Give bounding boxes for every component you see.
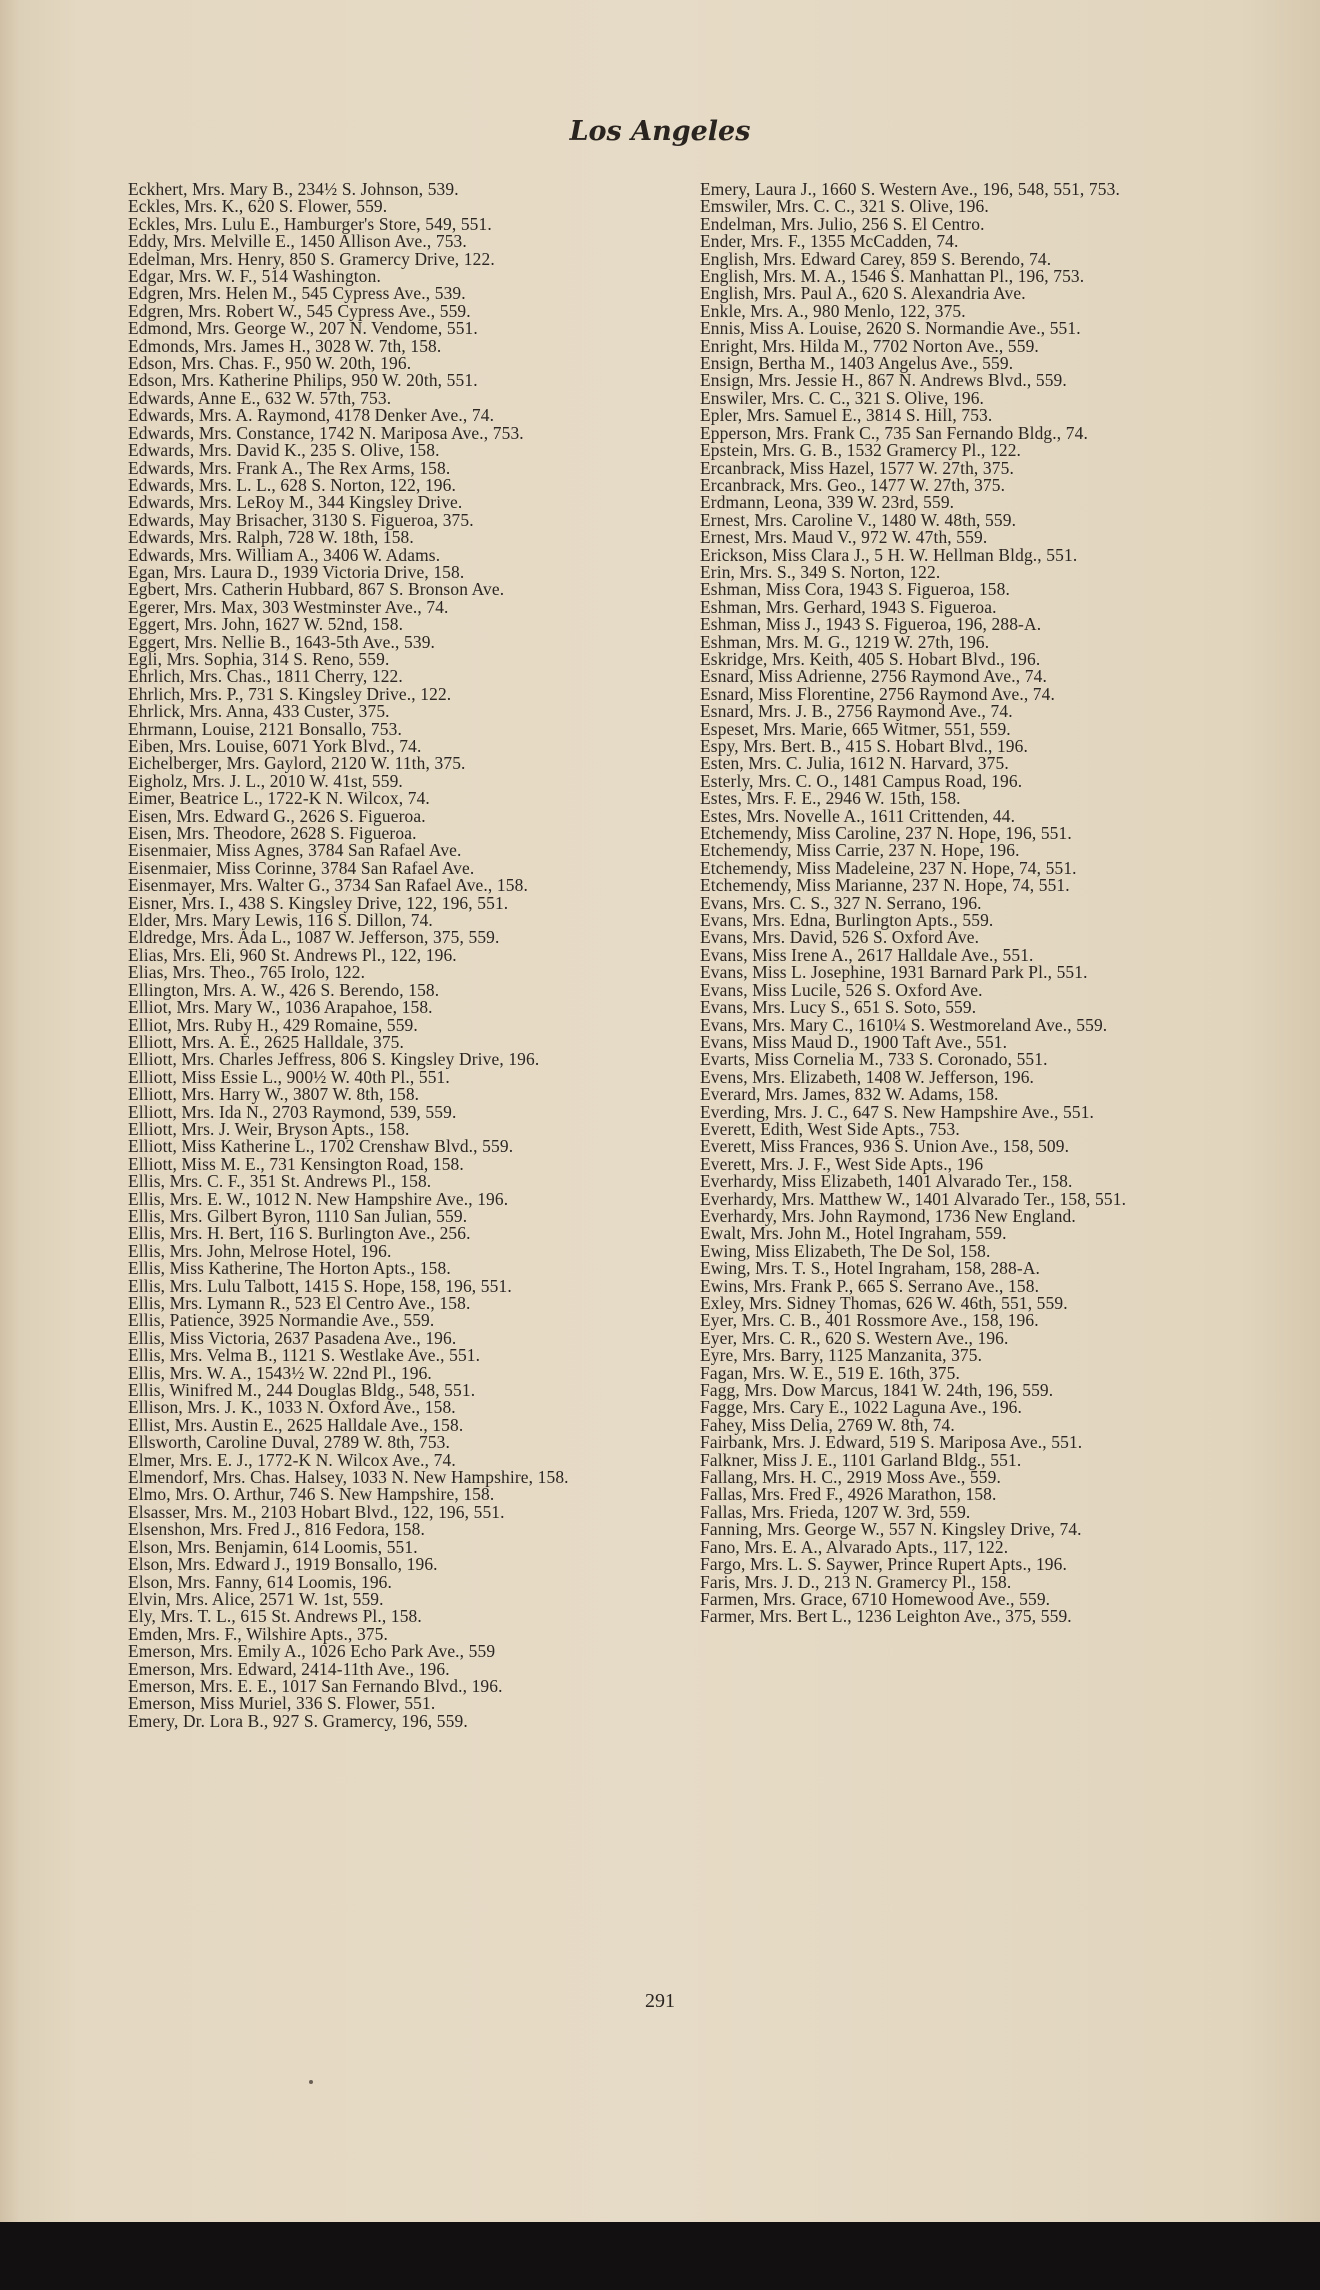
directory-entry: Erickson, Miss Clara J., 5 H. W. Hellman Bldg., 551. [700, 544, 1078, 565]
directory-entry: Edwards, Mrs. David K., 235 S. Olive, 158. [128, 440, 440, 461]
directory-entry: Evans, Mrs. Mary C., 1610¼ S. Westmoreland Ave., 559. [700, 1014, 1108, 1035]
directory-entry: Espy, Mrs. Bert. B., 415 S. Hobart Blvd., 196. [700, 736, 1028, 756]
directory-entry: Ellis, Mrs. Velma B., 1121 S. Westlake Ave., 551. [128, 1345, 481, 1366]
directory-entry: Elliott, Mrs. J. Weir, Bryson Apts., 158. [128, 1118, 410, 1139]
directory-entry: Eiben, Mrs. Louise, 6071 York Blvd., 74. [128, 736, 422, 756]
directory-entry: Eisenmaier, Miss Corinne, 3784 San Rafael Ave. [128, 857, 475, 878]
directory-entry: Elder, Mrs. Mary Lewis, 116 S. Dillon, 74. [128, 910, 433, 931]
directory-entry: Evarts, Miss Cornelia M., 733 S. Coronado, 551. [700, 1049, 1048, 1070]
directory-entry: English, Mrs. M. A., 1546 S. Manhattan Pl., 196, 753. [700, 266, 1085, 287]
directory-entry: Elliott, Miss Katherine L., 1702 Crenshaw Blvd., 559. [128, 1136, 514, 1157]
directory-entry: Esnard, Miss Adrienne, 2756 Raymond Ave., 74. [700, 666, 1047, 687]
directory-entry: Ehrlich, Mrs. P., 731 S. Kingsley Drive., 122. [128, 683, 452, 704]
directory-entry: Ensign, Mrs. Jessie H., 867 N. Andrews Blvd., 559. [700, 370, 1067, 391]
directory-entry: Elsenshon, Mrs. Fred J., 816 Fedora, 158. [128, 1519, 425, 1540]
directory-entry: Farmer, Mrs. Bert L., 1236 Leighton Ave., 375, 559. [700, 1606, 1072, 1627]
directory-entry: Elliott, Miss Essie L., 900½ W. 40th Pl., 551. [128, 1066, 450, 1087]
directory-entry: English, Mrs. Edward Carey, 859 S. Berendo, 74. [700, 248, 1052, 269]
directory-entry: Erdmann, Leona, 339 W. 23rd, 559. [700, 492, 955, 513]
directory-entry: Evans, Miss Lucile, 526 S. Oxford Ave. [700, 979, 983, 1000]
directory-entry: Ely, Mrs. T. L., 615 St. Andrews Pl., 158. [128, 1606, 422, 1627]
directory-entry: Emerson, Mrs. Emily A., 1026 Echo Park Ave., 559 [128, 1641, 496, 1662]
directory-entry: Ender, Mrs. F., 1355 McCadden, 74. [700, 231, 959, 252]
directory-entry: Elson, Mrs. Edward J., 1919 Bonsallo, 196. [128, 1554, 438, 1575]
directory-entry: Fallas, Mrs. Fred F., 4926 Marathon, 158. [700, 1484, 997, 1505]
directory-entry: Edmond, Mrs. George W., 207 N. Vendome, 551. [128, 318, 478, 339]
directory-entry: Everard, Mrs. James, 832 W. Adams, 158. [700, 1084, 999, 1105]
directory-entry: Eisen, Mrs. Theodore, 2628 S. Figueroa. [128, 823, 417, 844]
directory-entry: Eisen, Mrs. Edward G., 2626 S. Figueroa. [128, 805, 426, 826]
directory-entry: Egbert, Mrs. Catherin Hubbard, 867 S. Bronson Ave. [128, 579, 505, 600]
directory-entry: Etchemendy, Miss Carrie, 237 N. Hope, 196. [700, 840, 1020, 861]
directory-entry: Eddy, Mrs. Melville E., 1450 Allison Ave., 753. [128, 231, 467, 252]
directory-entry: Eckhert, Mrs. Mary B., 234½ S. Johnson, 539. [128, 179, 459, 199]
directory-entry: Elias, Mrs. Eli, 960 St. Andrews Pl., 122, 196. [128, 944, 457, 965]
directory-entry: Endelman, Mrs. Julio, 256 S. El Centro. [700, 213, 985, 234]
directory-entry: Ellis, Patience, 3925 Normandie Ave., 559. [128, 1310, 435, 1331]
directory-entry: Elliot, Mrs. Mary W., 1036 Arapahoe, 158. [128, 997, 433, 1018]
directory-entry: Evans, Miss Maud D., 1900 Taft Ave., 551. [700, 1031, 1008, 1052]
directory-entry: Everhardy, Miss Elizabeth, 1401 Alvarado Ter., 158. [700, 1171, 1073, 1192]
directory-entry: Emerson, Miss Muriel, 336 S. Flower, 551. [128, 1693, 436, 1714]
directory-entry: Emden, Mrs. F., Wilshire Apts., 375. [128, 1623, 388, 1644]
directory-entry: Ellis, Mrs. John, Melrose Hotel, 196. [128, 1240, 392, 1261]
page-number: 291 [645, 1990, 675, 2012]
directory-entry: Eichelberger, Mrs. Gaylord, 2120 W. 11th, 375. [128, 753, 466, 774]
directory-entry: Fargo, Mrs. L. S. Saywer, Prince Rupert Apts., 196. [700, 1554, 1067, 1575]
directory-entry: Elson, Mrs. Fanny, 614 Loomis, 196. [128, 1571, 393, 1592]
directory-entry: Edwards, Mrs. L. L., 628 S. Norton, 122, 196. [128, 474, 456, 495]
directory-entry: Egerer, Mrs. Max, 303 Westminster Ave., 74. [128, 596, 449, 617]
directory-entry: Evans, Miss L. Josephine, 1931 Barnard Park Pl., 551. [700, 962, 1088, 983]
directory-entry: Fahey, Miss Delia, 2769 W. 8th, 74. [700, 1414, 955, 1435]
directory-entry: Edelman, Mrs. Henry, 850 S. Gramercy Drive, 122. [128, 248, 495, 269]
directory-entry: Eisenmayer, Mrs. Walter G., 3734 San Rafael Ave., 158. [128, 875, 528, 896]
directory-entry: Farmen, Mrs. Grace, 6710 Homewood Ave., 559. [700, 1588, 1051, 1609]
scan-bottom-edge [0, 2222, 1320, 2290]
directory-entry: Evans, Mrs. C. S., 327 N. Serrano, 196. [700, 892, 982, 913]
directory-entry: Edwards, Mrs. LeRoy M., 344 Kingsley Drive. [128, 492, 463, 513]
directory-entry: Esterly, Mrs. C. O., 1481 Campus Road, 196. [700, 770, 1023, 791]
page-header: Los Angeles [569, 116, 751, 147]
directory-entry: Erin, Mrs. S., 349 S. Norton, 122. [700, 561, 941, 582]
directory-entry: Edwards, Mrs. Ralph, 728 W. 18th, 158. [128, 527, 414, 548]
directory-entry: Edwards, Mrs. Constance, 1742 N. Mariposa Ave., 753. [128, 422, 524, 443]
directory-entry: Everett, Miss Frances, 936 S. Union Ave., 158, 509. [700, 1136, 1070, 1157]
paper-speck [309, 2080, 313, 2084]
directory-entry: Ensign, Bertha M., 1403 Angelus Ave., 559. [700, 353, 1014, 374]
directory-entry: Edson, Mrs. Chas. F., 950 W. 20th, 196. [128, 353, 412, 374]
directory-entry: Ellsworth, Caroline Duval, 2789 W. 8th, 753. [128, 1432, 451, 1453]
directory-entry: Ellist, Mrs. Austin E., 2625 Halldale Ave., 158. [128, 1414, 464, 1435]
directory-entry: Elmer, Mrs. E. J., 1772-K N. Wilcox Ave., 74. [128, 1449, 456, 1470]
directory-entry: Fano, Mrs. E. A., Alvarado Apts., 117, 122. [700, 1536, 1009, 1557]
directory-entry: Eckles, Mrs. Lulu E., Hamburger's Store, 549, 551. [128, 213, 492, 234]
directory-entry: Ewins, Mrs. Frank P., 665 S. Serrano Ave., 158. [700, 1275, 1040, 1296]
directory-entry: Everett, Edith, West Side Apts., 753. [700, 1118, 960, 1139]
directory-entry: Elias, Mrs. Theo., 765 Irolo, 122. [128, 962, 366, 983]
left-column [128, 181, 703, 1730]
directory-entry: Eisner, Mrs. I., 438 S. Kingsley Drive, 122, 196, 551. [128, 892, 509, 913]
directory-entry: Edgren, Mrs. Helen M., 545 Cypress Ave., 539. [128, 283, 466, 304]
directory-entry: Ellison, Mrs. J. K., 1033 N. Oxford Ave., 158. [128, 1397, 456, 1418]
directory-entry: Emerson, Mrs. E. E., 1017 San Fernando Blvd., 196. [128, 1675, 503, 1696]
directory-entry: Elvin, Mrs. Alice, 2571 W. 1st, 559. [128, 1588, 384, 1609]
directory-entry: Ellis, Mrs. H. Bert, 116 S. Burlington Ave., 256. [128, 1223, 471, 1244]
directory-entry: Edwards, Mrs. A. Raymond, 4178 Denker Ave., 74. [128, 405, 495, 426]
directory-entry: Fagan, Mrs. W. E., 519 E. 16th, 375. [700, 1362, 960, 1383]
directory-entry: Eyer, Mrs. C. B., 401 Rossmore Ave., 158, 196. [700, 1310, 1039, 1331]
directory-entry: Etchemendy, Miss Caroline, 237 N. Hope, 196, 551. [700, 823, 1072, 844]
directory-entry: Elmendorf, Mrs. Chas. Halsey, 1033 N. New Hampshire, 158. [128, 1467, 569, 1488]
directory-entry: Fairbank, Mrs. J. Edward, 519 S. Mariposa Ave., 551. [700, 1432, 1083, 1453]
directory-entry: Edwards, Mrs. William A., 3406 W. Adams. [128, 544, 441, 565]
directory-entry: Etchemendy, Miss Madeleine, 237 N. Hope, 74, 551. [700, 857, 1077, 878]
directory-entry: Etchemendy, Miss Marianne, 237 N. Hope, 74, 551. [700, 875, 1070, 896]
directory-entry: Falkner, Miss J. E., 1101 Garland Bldg., 551. [700, 1449, 1022, 1470]
directory-entry: Estes, Mrs. F. E., 2946 W. 15th, 158. [700, 788, 961, 809]
directory-entry: Esten, Mrs. C. Julia, 1612 N. Harvard, 375. [700, 753, 1009, 774]
directory-entry: Espeset, Mrs. Marie, 665 Witmer, 551, 559. [700, 718, 1011, 739]
directory-entry: Emery, Laura J., 1660 S. Western Ave., 196, 548, 551, 753. [700, 179, 1120, 199]
directory-entry: Emerson, Mrs. Edward, 2414-11th Ave., 196. [128, 1658, 450, 1679]
directory-entry: Edson, Mrs. Katherine Philips, 950 W. 20th, 551. [128, 370, 478, 391]
right-column [700, 181, 1275, 1626]
directory-entry: Egan, Mrs. Laura D., 1939 Victoria Drive, 158. [128, 561, 465, 582]
directory-entry: Elmo, Mrs. O. Arthur, 746 S. New Hampshire, 158. [128, 1484, 495, 1505]
directory-entry: Evans, Mrs. Edna, Burlington Apts., 559. [700, 910, 994, 931]
directory-entry: Eshman, Mrs. M. G., 1219 W. 27th, 196. [700, 631, 990, 652]
directory-entry: Fallang, Mrs. H. C., 2919 Moss Ave., 559. [700, 1467, 1001, 1488]
directory-entry: Exley, Mrs. Sidney Thomas, 626 W. 46th, 551, 559. [700, 1293, 1068, 1313]
directory-entry: Ellis, Miss Victoria, 2637 Pasadena Ave., 196. [128, 1327, 457, 1348]
directory-entry: Ercanbrack, Mrs. Geo., 1477 W. 27th, 375. [700, 474, 1006, 495]
directory-entry: Edmonds, Mrs. James H., 3028 W. 7th, 158. [128, 335, 442, 356]
directory-entry: Everhardy, Mrs. Matthew W., 1401 Alvarado Ter., 158, 551. [700, 1188, 1127, 1209]
directory-entry: Estes, Mrs. Novelle A., 1611 Crittenden, 44. [700, 805, 1016, 826]
directory-entry: Ellis, Mrs. W. A., 1543½ W. 22nd Pl., 196. [128, 1362, 432, 1383]
directory-entry: Eisenmaier, Miss Agnes, 3784 San Rafael Ave. [128, 840, 462, 861]
directory-entry: Evans, Mrs. Lucy S., 651 S. Soto, 559. [700, 997, 977, 1018]
directory-entry: Evans, Miss Irene A., 2617 Halldale Ave., 551. [700, 944, 1034, 965]
directory-entry: Egli, Mrs. Sophia, 314 S. Reno, 559. [128, 648, 390, 669]
directory-entry: Eyer, Mrs. C. R., 620 S. Western Ave., 196. [700, 1327, 1009, 1348]
directory-entry: Eyre, Mrs. Barry, 1125 Manzanita, 375. [700, 1345, 983, 1366]
directory-entry: Evans, Mrs. David, 526 S. Oxford Ave. [700, 927, 980, 948]
directory-entry: Eigholz, Mrs. J. L., 2010 W. 41st, 559. [128, 770, 403, 791]
directory-entry: Fagge, Mrs. Cary E., 1022 Laguna Ave., 196. [700, 1397, 1023, 1418]
directory-entry: Epperson, Mrs. Frank C., 735 San Fernando Bldg., 74. [700, 422, 1088, 443]
directory-entry: Elson, Mrs. Benjamin, 614 Loomis, 551. [128, 1536, 418, 1557]
directory-entry: Elliott, Miss M. E., 731 Kensington Road, 158. [128, 1153, 464, 1174]
directory-entry: Eldredge, Mrs. Ada L., 1087 W. Jefferson, 375, 559. [128, 927, 500, 948]
directory-entry: Edwards, Mrs. Frank A., The Rex Arms, 158. [128, 457, 451, 478]
directory-entry: Ellis, Mrs. Lulu Talbott, 1415 S. Hope, 158, 196, 551. [128, 1275, 512, 1296]
directory-entry: Faris, Mrs. J. D., 213 N. Gramercy Pl., 158. [700, 1571, 1012, 1592]
directory-entry: Everhardy, Mrs. John Raymond, 1736 New England. [700, 1205, 1076, 1226]
directory-entry: Esnard, Mrs. J. B., 2756 Raymond Ave., 74. [700, 701, 1013, 722]
directory-entry: Enkle, Mrs. A., 980 Menlo, 122, 375. [700, 300, 966, 321]
directory-entry: Everett, Mrs. J. F., West Side Apts., 196 [700, 1153, 984, 1174]
directory-entry: Elsasser, Mrs. M., 2103 Hobart Blvd., 122, 196, 551. [128, 1501, 505, 1522]
directory-entry: Edgar, Mrs. W. F., 514 Washington. [128, 266, 381, 287]
directory-entry: Elliott, Mrs. Harry W., 3807 W. 8th, 158. [128, 1084, 420, 1105]
directory-entry: Ellis, Mrs. Lymann R., 523 El Centro Ave., 158. [128, 1293, 471, 1313]
directory-entry: Fanning, Mrs. George W., 557 N. Kingsley Drive, 74. [700, 1519, 1082, 1540]
directory-entry: Ernest, Mrs. Maud V., 972 W. 47th, 559. [700, 527, 988, 548]
directory-entry: English, Mrs. Paul A., 620 S. Alexandria Ave. [700, 283, 1026, 304]
directory-entry: Everding, Mrs. J. C., 647 S. New Hampshire Ave., 551. [700, 1101, 1095, 1122]
directory-entry: Elliott, Mrs. A. E., 2625 Halldale, 375. [128, 1031, 405, 1052]
directory-entry: Eimer, Beatrice L., 1722-K N. Wilcox, 74. [128, 788, 430, 809]
directory-entry: Elliot, Mrs. Ruby H., 429 Romaine, 559. [128, 1014, 418, 1035]
directory-entry: Edgren, Mrs. Robert W., 545 Cypress Ave., 559. [128, 300, 471, 321]
directory-entry: Eskridge, Mrs. Keith, 405 S. Hobart Blvd., 196. [700, 648, 1041, 669]
directory-entry: Eshman, Mrs. Gerhard, 1943 S. Figueroa. [700, 596, 997, 617]
directory-entry: Edwards, Anne E., 632 W. 57th, 753. [128, 387, 392, 408]
directory-entry: Epstein, Mrs. G. B., 1532 Gramercy Pl., 122. [700, 440, 1022, 461]
directory-entry: Emery, Dr. Lora B., 927 S. Gramercy, 196, 559. [128, 1710, 468, 1731]
directory-entry: Ercanbrack, Miss Hazel, 1577 W. 27th, 375. [700, 457, 1014, 478]
directory-entry: Ellis, Mrs. C. F., 351 St. Andrews Pl., 158. [128, 1171, 432, 1192]
directory-entry: Fallas, Mrs. Frieda, 1207 W. 3rd, 559. [700, 1501, 971, 1522]
directory-entry: Eggert, Mrs. Nellie B., 1643-5th Ave., 539. [128, 631, 436, 652]
directory-entry: Ewing, Mrs. T. S., Hotel Ingraham, 158, 288-A. [700, 1258, 1041, 1279]
directory-entry: Edwards, May Brisacher, 3130 S. Figueroa, 375. [128, 509, 474, 530]
directory-entry: Ernest, Mrs. Caroline V., 1480 W. 48th, 559. [700, 509, 1017, 530]
directory-entry: Ellis, Mrs. E. W., 1012 N. New Hampshire Ave., 196. [128, 1188, 509, 1209]
directory-entry: Ellis, Winifred M., 244 Douglas Bldg., 548, 551. [128, 1380, 476, 1401]
directory-entry: Eggert, Mrs. John, 1627 W. 52nd, 158. [128, 614, 404, 635]
directory-entry: Ellis, Miss Katherine, The Horton Apts., 158. [128, 1258, 451, 1279]
directory-entry: Esnard, Miss Florentine, 2756 Raymond Ave., 74. [700, 683, 1055, 704]
directory-entry: Elliott, Mrs. Ida N., 2703 Raymond, 539, 559. [128, 1101, 457, 1122]
directory-entry: Ewing, Miss Elizabeth, The De Sol, 158. [700, 1240, 991, 1261]
directory-entry: Ennis, Miss A. Louise, 2620 S. Normandie Ave., 551. [700, 318, 1081, 339]
directory-entry: Ehrlich, Mrs. Chas., 1811 Cherry, 122. [128, 666, 403, 687]
directory-entry: Epler, Mrs. Samuel E., 3814 S. Hill, 753. [700, 405, 993, 426]
directory-entry: Eckles, Mrs. K., 620 S. Flower, 559. [128, 196, 388, 217]
directory-entry: Ehrmann, Louise, 2121 Bonsallo, 753. [128, 718, 402, 739]
directory-entry: Ellis, Mrs. Gilbert Byron, 1110 San Julian, 559. [128, 1205, 468, 1226]
directory-entry: Fagg, Mrs. Dow Marcus, 1841 W. 24th, 196, 559. [700, 1380, 1054, 1401]
directory-entry: Eshman, Miss Cora, 1943 S. Figueroa, 158. [700, 579, 1010, 600]
directory-entry: Enright, Mrs. Hilda M., 7702 Norton Ave., 559. [700, 335, 1039, 356]
directory-entry: Ewalt, Mrs. John M., Hotel Ingraham, 559. [700, 1223, 1007, 1244]
directory-entry: Ehrlick, Mrs. Anna, 433 Custer, 375. [128, 701, 390, 722]
directory-entry: Emswiler, Mrs. C. C., 321 S. Olive, 196. [700, 196, 989, 217]
directory-entry: Enswiler, Mrs. C. C., 321 S. Olive, 196. [700, 387, 985, 408]
directory-entry: Elliott, Mrs. Charles Jeffress, 806 S. Kingsley Drive, 196. [128, 1049, 540, 1070]
directory-entry: Evens, Mrs. Elizabeth, 1408 W. Jefferson, 196. [700, 1066, 1035, 1087]
directory-entry: Eshman, Miss J., 1943 S. Figueroa, 196, 288-A. [700, 614, 1042, 635]
directory-entry: Ellington, Mrs. A. W., 426 S. Berendo, 158. [128, 979, 440, 1000]
